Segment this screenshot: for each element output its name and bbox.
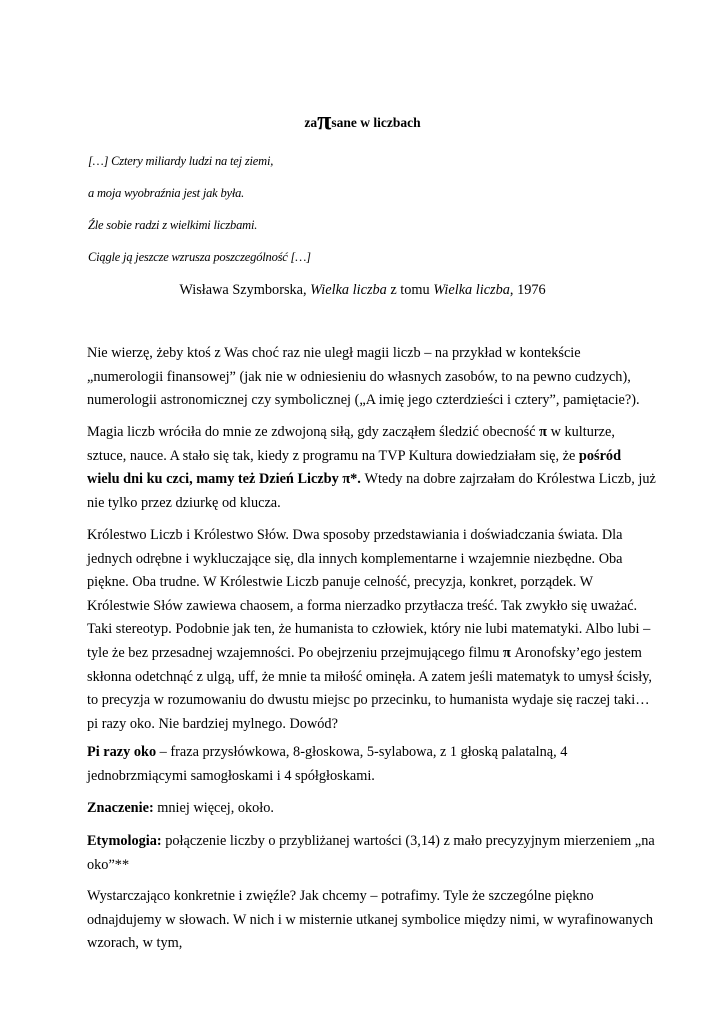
poem-line-3: Źle sobie radzi z wielkimi liczbami. [88, 218, 258, 232]
attribution-mid: z tomu [386, 282, 434, 298]
attribution-volume: Wielka liczba [433, 282, 510, 298]
title-prefix: za [304, 115, 318, 130]
attribution-year: , 1976 [509, 282, 546, 298]
term-definition: – fraza przysłówkowa, 8-głoskowa, 5-sylabowa, z 1 głoską palatalną, 4 jednobrzmiącymi samogłoskami i 4 spółgłoskami. [87, 744, 568, 784]
meaning-label: Znaczenie: [87, 800, 154, 816]
poem-line-4: Ciągle ją jeszcze wzrusza poszczególność […] [88, 250, 311, 264]
etymology-text: połączenie liczby o przybliżanej wartości (3,14) z mało precyzyjnym mierzeniem „na oko”** [87, 833, 655, 873]
pi-symbol: π [539, 424, 547, 440]
paragraph-2 [87, 421, 657, 515]
paragraph-5 [87, 797, 657, 821]
term-heading: Pi razy oko [87, 744, 157, 760]
paragraph-2-text-a: Magia liczb wróciła do mnie ze zdwojoną siłą, gdy zacząłem śledzić obecność [87, 424, 540, 440]
paragraph-7: Wystarczająco konkretnie i zwięźle? Jak chcemy – potrafimy. Tyle że szczególne piękno odnajdujemy w słowach. W nich i w misternie utkanej symbolice między nimi, w wyrafinowanych wzorach, w tym, [87, 888, 654, 952]
paragraph-2-text-b: w kulturze, sztuce, nauce. A stało się tak, kiedy z programu na TVP Kultura dowiedziałam się, że [87, 424, 615, 464]
meaning-text: mniej więcej, około. [153, 800, 275, 816]
paragraph-3-text-b: Aronofsky’ego jestem skłonna odetchnąć z ulgą, uff, że mnie ta miłość ominęła. A zatem jeśli matematyk to umysł ścisły, to precyzja w rozumowaniu do dwustu miejsc po przecinku, to humanista wydaje się raczej taki… pi razy oko. Nie bardziej mylnego. Dowód? [87, 644, 652, 732]
poem-attribution [0, 282, 725, 299]
attribution-work: Wielka liczba [310, 282, 387, 298]
attribution-author: Wisława Szymborska, [179, 282, 311, 298]
poem-line-2: a moja wyobraźnia jest jak była. [88, 186, 245, 200]
paragraph-2-text-c: Wtedy na dobre zajrzałam do Królestwa Liczb, już nie tylko przez dziurkę od klucza. [87, 471, 656, 511]
document-title [0, 104, 725, 134]
paragraph-2-bold: pośród wielu dni ku czci, mamy też Dzień Liczby π*. [87, 447, 622, 488]
paragraph-3-text-a: Królestwo Liczb i Królestwo Słów. Dwa sposoby przedstawiania i doświadczania świata. Dla jednych odrębne i wykluczające się, dla innych komplementarne i wzajemnie niezbędne. Oba piękne. Oba trudne. W Królestwie Liczb panuje celność, precyzja, konkret, porządek. W Królestwie Słów zawiewa chaosem, a forma nierzadko przytłacza treść. Tak zwykło się uważać. Taki stereotyp. Podobnie jak ten, że humanista to człowiek, który nie lubi matematyki. Albo lubi – tyle że bez przesadnej wzajemności. Po obejrzeniu przejmującego filmu [87, 527, 651, 661]
title-suffix: sane w liczbach [331, 115, 421, 130]
etymology-label: Etymologia: [87, 833, 162, 849]
paragraph-6 [87, 830, 657, 877]
paragraph-3 [87, 524, 657, 736]
poem-line-1: […] Cztery miliardy ludzi na tej ziemi, [88, 154, 274, 168]
paragraph-4 [87, 741, 657, 788]
title-pi-symbol: π [317, 106, 332, 135]
pi-symbol: π [503, 644, 511, 661]
paragraph-1: Nie wierzę, żeby ktoś z Was choć raz nie uległ magii liczb – na przykład w kontekście „numerologii finansowej” (jak nie w odniesieniu do własnych zasobów, to na pewno cudzych), numerologii astronomicznej czy symbolicznej („A imię jego czterdzieści i cztery”, pamiętacie?). [87, 345, 640, 409]
